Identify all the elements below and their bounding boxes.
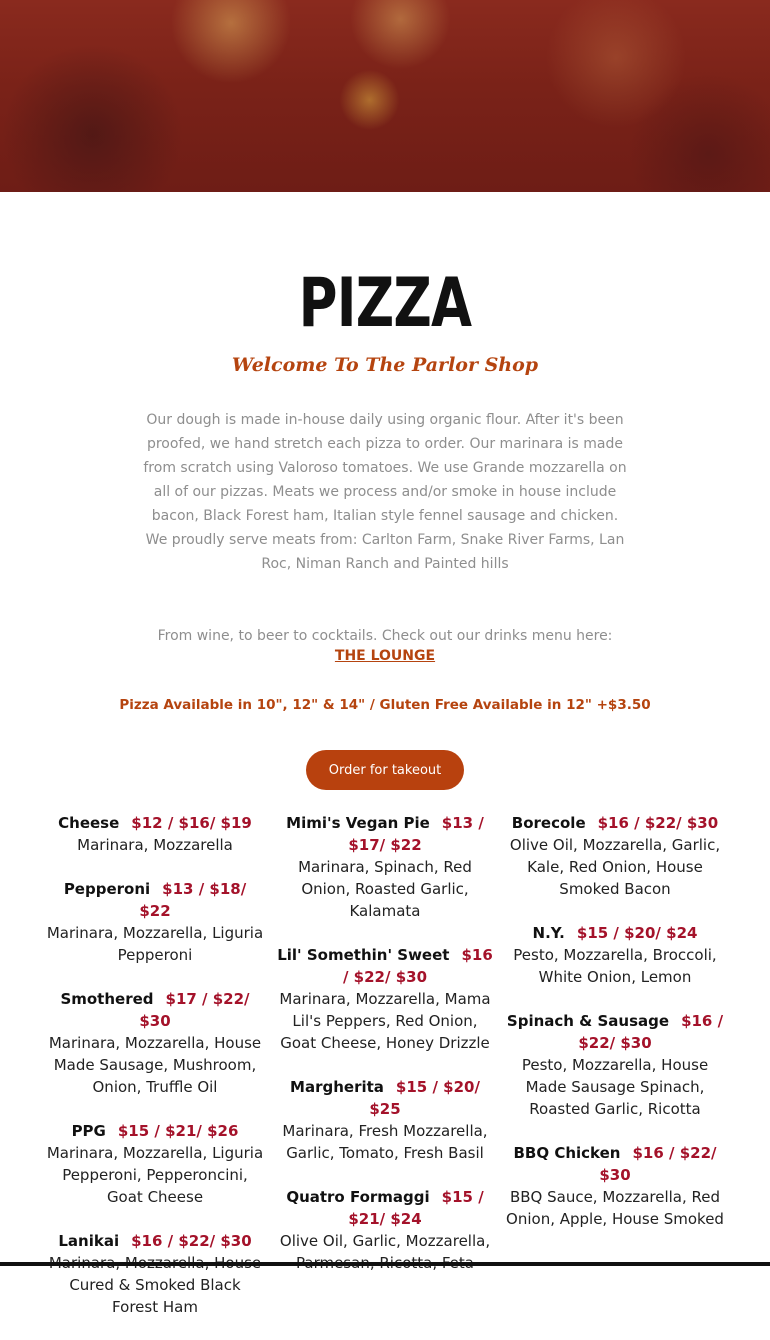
menu-item <box>506 812 724 900</box>
item-description: Marinara, Fresh Mozzarella, Garlic, Tomato, Fresh Basil <box>282 1122 488 1162</box>
item-price: $16 / $22/ $30 <box>578 1012 724 1052</box>
menu-item <box>276 944 494 1054</box>
item-description: Marinara, Mozzarella, House Made Sausage, Mushroom, Onion, Truffle Oil <box>48 1034 262 1096</box>
menu-item <box>506 922 724 988</box>
menu-item <box>46 812 264 856</box>
menu-item <box>506 1010 724 1120</box>
item-name: Smothered <box>60 990 154 1008</box>
item-price: $16 / $22/ $30 <box>599 1144 717 1184</box>
item-name: Cheese <box>58 814 120 832</box>
page-title: PIZZA <box>298 264 472 343</box>
item-name: Lil' Somethin' Sweet <box>277 946 450 964</box>
item-description: Marinara, Mozzarella, Liguria Pepperoni, Pepperoncini, Goat Cheese <box>46 1144 264 1206</box>
menu-column-2 <box>276 812 494 1296</box>
viewport-bottom-bar <box>0 1262 770 1266</box>
item-price: $15 / $21/ $26 <box>117 1122 239 1140</box>
item-description: BBQ Sauce, Mozzarella, Red Onion, Apple, House Smoked <box>506 1188 724 1228</box>
size-availability-note: Pizza Available in 10", 12" & 14" / Gluten Free Available in 12" +$3.50 <box>119 697 651 713</box>
item-name: Margherita <box>290 1078 384 1096</box>
item-name: N.Y. <box>532 924 565 942</box>
menu-column-3 <box>506 812 724 1252</box>
item-description: Marinara, Mozzarella, Liguria Pepperoni <box>46 924 264 964</box>
item-description: Marinara, Spinach, Red Onion, Roasted Garlic, Kalamata <box>298 858 472 920</box>
item-description: Pesto, Mozzarella, House Made Sausage Spinach, Roasted Garlic, Ricotta <box>521 1056 709 1118</box>
menu-item <box>506 1142 724 1230</box>
item-description: Cured & Smoked Black Forest Ham <box>69 1276 241 1316</box>
item-price: $15 / $20/ $24 <box>576 924 698 942</box>
item-description: Olive Oil, Mozzarella, Garlic, Kale, Red Onion, House Smoked Bacon <box>509 836 721 898</box>
item-description: Pesto, Mozzarella, Broccoli, White Onion, Lemon <box>513 946 717 986</box>
item-name: Spinach & Sausage <box>506 1012 670 1030</box>
item-price: $15 / $21/ $24 <box>348 1188 484 1228</box>
page-subtitle: Welcome To The Parlor Shop <box>231 354 539 376</box>
item-price: $16 / $22/ $30 <box>597 814 719 832</box>
item-name: Mimi's Vegan Pie <box>286 814 430 832</box>
menu-item <box>46 878 264 966</box>
order-takeout-button[interactable]: Order for takeout <box>306 750 464 790</box>
item-description: Marinara, Mozzarella, Mama Lil's Peppers, Red Onion, Goat Cheese, Honey Drizzle <box>279 990 491 1052</box>
item-description: Marinara, Mozzarella <box>77 836 233 854</box>
menu-item <box>46 988 264 1098</box>
item-name: PPG <box>71 1122 106 1140</box>
menu-item <box>276 1076 494 1164</box>
item-name: Pepperoni <box>63 880 151 898</box>
item-price: $17 / $22/ $30 <box>139 990 250 1030</box>
item-price: $15 / $20/ $25 <box>369 1078 480 1118</box>
item-price: $13 / $17/ $22 <box>348 814 484 854</box>
lounge-link[interactable]: THE LOUNGE <box>334 648 436 664</box>
item-name: Lanikai <box>58 1232 120 1250</box>
menu-item <box>276 812 494 922</box>
item-price: $16 / $22/ $30 <box>342 946 493 986</box>
item-name: BBQ Chicken <box>513 1144 621 1162</box>
menu-column-1 <box>46 812 264 1340</box>
hero-banner-image <box>0 0 770 192</box>
menu-item <box>46 1120 264 1208</box>
item-price: $12 / $16/ $19 <box>131 814 252 832</box>
menu-item <box>276 1186 494 1274</box>
item-name: Borecole <box>511 814 586 832</box>
menu-item <box>46 1230 264 1318</box>
item-name: Quatro Formaggi <box>286 1188 430 1206</box>
item-price: $16 / $22/ $30 <box>131 1232 252 1250</box>
item-description: Olive Oil, Garlic, Mozzarella, <box>279 1232 491 1250</box>
intro-paragraph: Our dough is made in-house daily using organic flour. After it's been proofed, we hand stretch each pizza to order. Our marinara is made from scratch using Valoroso tomatoes. We use Grande mozzarella on all of our pizzas. Meats we process and/or smoke in house include bacon, Black Forest ham, Italian style fennel sausage and chicken. We proudly serve meats from: Carlton Farm, Snake River Farms, Lan Roc, Niman Ranch and Painted hills <box>143 412 627 572</box>
item-price: $13 / $18/ $22 <box>139 880 247 920</box>
drinks-text: From wine, to beer to cocktails. Check out our drinks menu here: <box>157 628 613 644</box>
